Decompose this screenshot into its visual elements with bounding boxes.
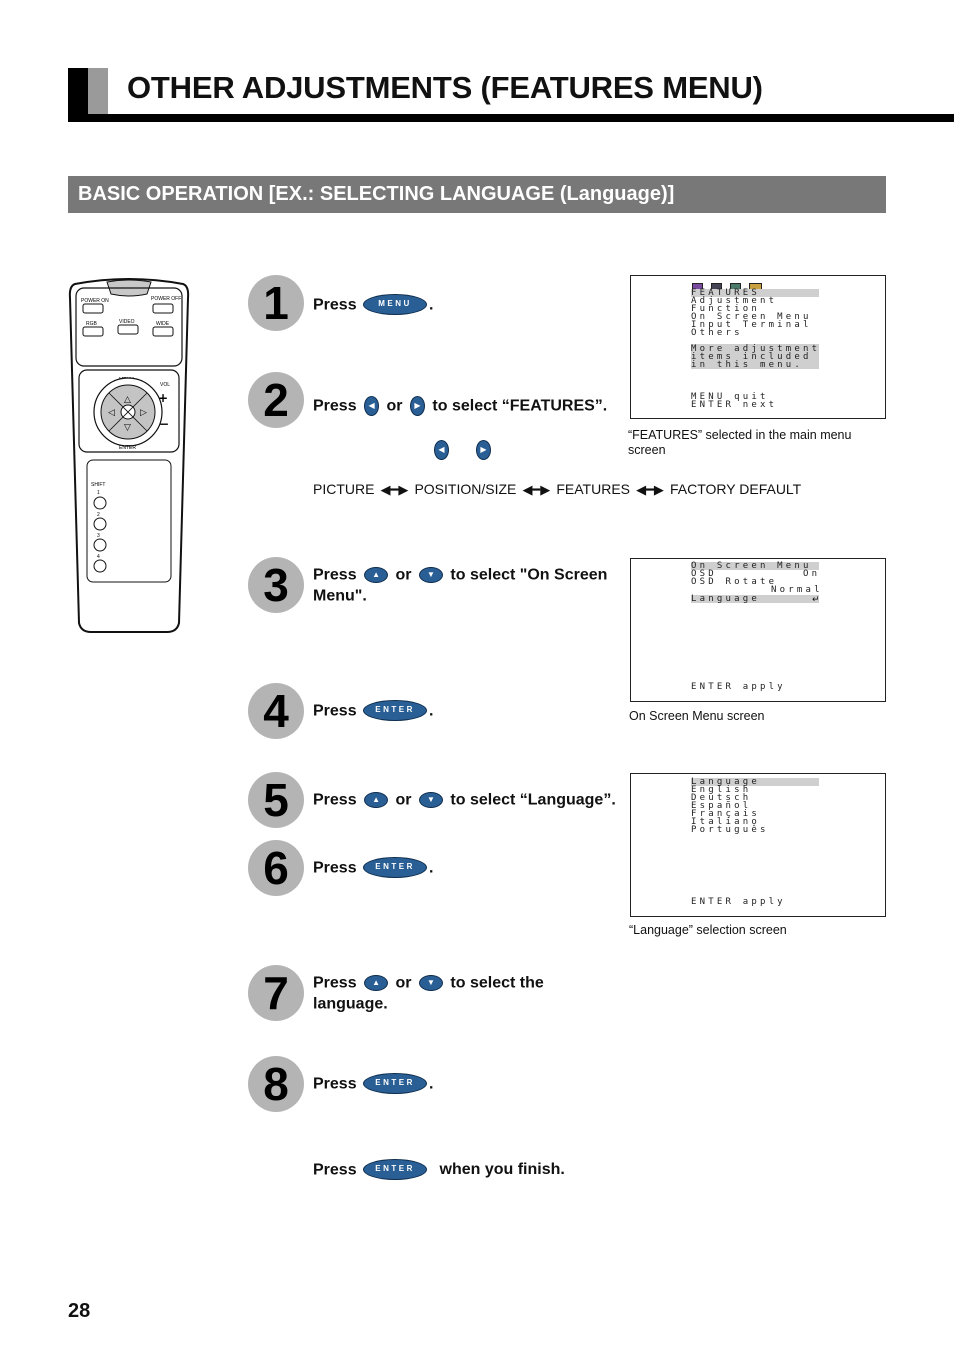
features-title: FEATURES: [691, 289, 819, 297]
osm-title: On Screen Menu: [691, 562, 819, 570]
remote-enter-label: ENTER: [119, 445, 136, 451]
enter-button[interactable]: ENTER: [363, 700, 427, 721]
language-screen-caption: “Language” selection screen: [629, 923, 787, 937]
remote-shift-label: SHIFT: [91, 482, 106, 488]
features-screen-caption: “FEATURES” selected in the main menu screen: [628, 428, 852, 457]
osm-screen-caption: On Screen Menu screen: [629, 709, 765, 723]
remote-vol-label: VOL: [160, 382, 171, 388]
language-option: Español: [691, 801, 752, 811]
double-arrow-icon: ◀━▶: [636, 482, 664, 497]
page-number: 28: [68, 1300, 91, 1322]
up-arrow-button[interactable]: ▲: [364, 792, 388, 808]
language-option: Português: [691, 825, 769, 835]
step-number-2: 2: [248, 372, 304, 428]
enter-button[interactable]: ENTER: [363, 1073, 427, 1094]
osm-osd-value: On: [803, 569, 821, 579]
double-arrow-icon: ◀━▶: [522, 482, 551, 497]
features-item: Input Terminal: [691, 320, 812, 330]
down-arrow-button[interactable]: ▼: [419, 975, 443, 991]
left-arrow-button[interactable]: ◀: [364, 396, 379, 416]
header-rule: [68, 114, 954, 122]
svg-text:◁: ◁: [108, 408, 115, 418]
down-arrow-button[interactable]: ▼: [419, 567, 443, 583]
svg-text:2: 2: [97, 512, 100, 518]
features-item: Adjustment: [691, 296, 778, 306]
language-selection-screen: [630, 773, 886, 917]
svg-text:+: +: [158, 391, 169, 405]
svg-text:△: △: [124, 395, 131, 405]
step-7-instruction: Press ▲ or ▼ to select the language.: [313, 974, 544, 1013]
header-black-block: [68, 68, 88, 114]
step-6-instruction: Press ENTER .: [313, 859, 434, 877]
language-option: Italiano: [691, 817, 760, 827]
remote-rgb-label: RGB: [86, 321, 97, 327]
step-number-8: 8: [248, 1056, 304, 1112]
osm-osd-label: OSD: [691, 569, 717, 579]
step-number-6: 6: [248, 840, 304, 896]
page-title: OTHER ADJUSTMENTS (FEATURES MENU): [127, 70, 763, 105]
step-2-instruction: Press ◀ or ▶ to select “FEATURES”.: [313, 397, 608, 415]
language-option: Deutsch: [691, 793, 752, 803]
features-item: Function: [691, 304, 760, 314]
section-title: BASIC OPERATION [EX.: SELECTING LANGUAGE (Language)]: [68, 176, 886, 213]
features-item: On Screen Menu: [691, 312, 812, 322]
step-4-instruction: Press ENTER .: [313, 702, 434, 720]
down-arrow-button[interactable]: ▼: [419, 792, 443, 808]
remote-control-illustration: [67, 278, 191, 636]
svg-text:3: 3: [97, 533, 100, 539]
features-menu-screen: [630, 275, 886, 419]
up-arrow-button[interactable]: ▲: [364, 975, 388, 991]
enter-button[interactable]: ENTER: [363, 857, 427, 878]
step-8-instruction: Press ENTER .: [313, 1075, 434, 1093]
remote-power-off-label: POWER OFF: [151, 296, 182, 302]
osm-rotate-value: Normal: [771, 585, 823, 595]
features-item: Others: [691, 328, 743, 338]
language-footer: ENTER apply: [691, 897, 786, 907]
left-arrow-icon: ◀: [434, 440, 449, 460]
step-3-instruction: Press ▲ or ▼ to select "On Screen Menu".: [313, 566, 608, 605]
svg-text:4: 4: [97, 554, 100, 560]
osm-rotate-label: OSD Rotate: [691, 577, 778, 587]
header-grey-block: [88, 68, 108, 114]
step-number-1: 1: [248, 275, 304, 331]
step-number-5: 5: [248, 772, 304, 828]
on-screen-menu-screen: [630, 558, 886, 702]
svg-text:▷: ▷: [140, 408, 147, 418]
step-5-instruction: Press ▲ or ▼ to select “Language”.: [313, 791, 616, 809]
step-1-instruction: Press MENU .: [313, 296, 434, 314]
language-title: Language: [691, 778, 819, 786]
svg-text:▽: ▽: [124, 423, 131, 433]
language-option: English: [691, 785, 752, 795]
features-note-line: More adjustment: [691, 344, 821, 354]
language-option: Français: [691, 809, 760, 819]
left-right-arrow-icons: [431, 440, 494, 460]
svg-text:1: 1: [97, 490, 100, 496]
features-note-line: in this menu.: [691, 360, 804, 370]
enter-button[interactable]: ENTER: [363, 1159, 427, 1180]
step-number-7: 7: [248, 965, 304, 1021]
enter-return-icon: ↵: [812, 594, 820, 604]
right-arrow-icon: ▶: [476, 440, 491, 460]
remote-video-label: VIDEO: [119, 319, 135, 325]
svg-text:−: −: [159, 417, 170, 431]
step-number-3: 3: [248, 557, 304, 613]
remote-wide-label: WIDE: [156, 321, 170, 327]
remote-power-on-label: POWER ON: [81, 298, 109, 304]
menu-cycle-flow: PICTURE ◀━▶ POSITION/SIZE ◀━▶ FEATURES ◀━▶ FACTORY DEFAULT: [313, 481, 802, 497]
finish-instruction: Press ENTER when you finish.: [313, 1161, 565, 1179]
menu-button[interactable]: MENU: [363, 294, 427, 315]
features-note-line: items included: [691, 352, 812, 362]
features-footer-line: ENTER next: [691, 400, 778, 410]
features-footer-line: MENU quit: [691, 392, 769, 402]
osm-language-item: Language: [691, 595, 819, 603]
right-arrow-button[interactable]: ▶: [410, 396, 425, 416]
step-number-4: 4: [248, 683, 304, 739]
up-arrow-button[interactable]: ▲: [364, 567, 388, 583]
osm-footer: ENTER apply: [691, 682, 786, 692]
double-arrow-icon: ◀━▶: [380, 482, 409, 497]
